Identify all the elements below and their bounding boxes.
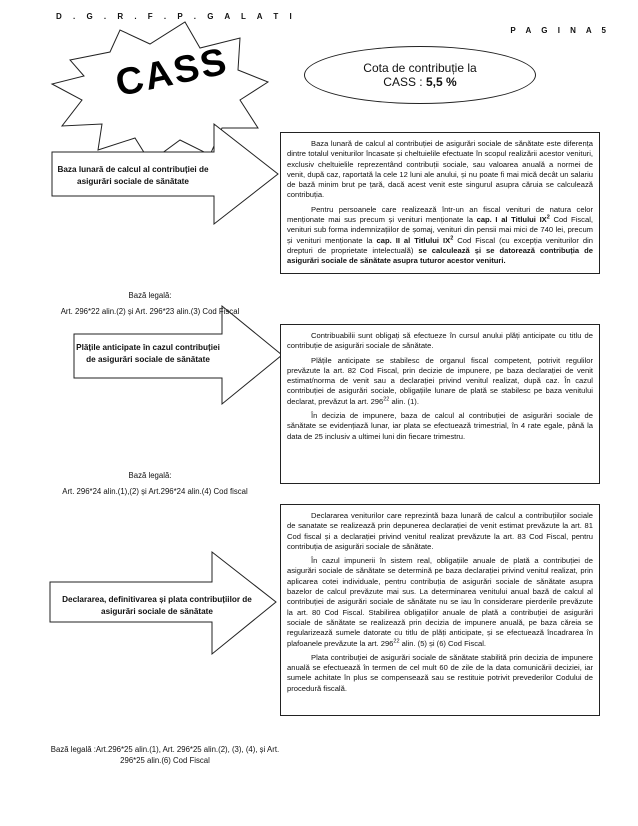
section-2-paragraph-2: Plățile anticipate se stabilesc de organul fiscal competent, potrivit regulilor prevăzute la art. 82 Cod Fiscal, prin decizie de impunere, pe baza declarației de venit estimat/norma de venit sau a declarației privind venitul realizat, după caz. În cazul contribuției de asigurări sociale, obligațiile lunare de plată se stabilesc pe baza venitului declarat, prevăzut la art. $296^{22}$ alin. (1). xyxy=(287,355,593,406)
section-2-arrow-label: Plățile anticipate în cazul contribuției de asigurări sociale de sănătate xyxy=(76,343,220,364)
rate-caption: Cota de contribuție la xyxy=(363,61,477,75)
section-3-paragraph-2: În cazul impunerii în sistem real, obligațiile anuale de plată a contribuției de asigurări sociale de sănătate se determină pe baza declarației privind venitul realizat, prin aplicarea cotei individuale, pentru contribuția de asigurări sociale de sănătate asupra bazelor de calcul prevăzute mai sus. La determinarea venitului anual bază de calcul al contribuției de asigurări sociale de sănătate nu se iau în considerare pierderile prevăzute la art. 80 Cod Fiscal. Stabilirea obligațiilor anuale de plată a contribuției de asigurări sociale de sănătate se realizează prin decizia de impunere anuală, pe baza căreia se regularizează sumele datorate cu titlu de plăți anticipate, și se efectuează încadrarea în plafoanele prevăzute la art. $296^{22}$ alin. (5) și (6) Cod Fiscal. xyxy=(287,556,593,648)
section-2-legal-title: Bază legală: xyxy=(128,471,172,480)
section-3-paragraph-1: Declararea veniturilor care reprezintă baza lunară de calcul a contribuțiilor sociale de sanatate se realizează prin depunerea declarației de venit estimat prevăzute la art. 81 Cod fiscal și a declarației privind venitul realizat prevăzute la art. 83 Cod Fiscal, pentru contribuția de asigurări sociale de sănătate. xyxy=(287,511,593,551)
section-1-legal-title: Bază legală: xyxy=(128,291,172,300)
section-3-legal-text: Bază legală :Art.296*25 alin.(1), Art. 296*25 alin.(2), (3), (4), și Art. 296*25 alin.(6) Cod Fiscal xyxy=(50,745,280,765)
section-3-paragraph-3: Plata contribuției de asigurări sociale de sănătate stabilită prin decizia de impunere anuală se efectuează în termen de cel mult 60 de zile de la data comunicării deciziei, iar sumele achitate în plus se compensează sau se restituie potrivit prevederilor Codului de procedură fiscală. xyxy=(287,652,593,693)
section-3-box xyxy=(280,504,600,716)
cass-title: CASS xyxy=(112,40,232,106)
section-2-legal-text: Art. 296*24 alin.(1),(2) și Art.296*24 alin.(4) Cod fiscal xyxy=(62,487,248,496)
contribution-rate-bubble xyxy=(304,46,536,104)
rate-line: CASS : 5,5 % xyxy=(383,75,457,89)
header-institution: D . G . R . F . P . G A L A T I xyxy=(56,12,297,21)
section-1-arrow-label: Baza lunară de calcul al contribuției de asigurări sociale de sănătate xyxy=(57,165,209,186)
section-2-paragraph-1: Contribuabilii sunt obligați să efectueze în cursul anului plăți anticipate cu titlu de contribuție de asigurări sociale de sănătate. xyxy=(287,331,593,351)
section-1-paragraph-2: Pentru persoanele care realizează într-un an fiscal venituri de natura celor menționate mai sus precum și venituri menționate la cap. I al Titlului $IX^2$ Cod Fiscal, venituri sub forma indemnizațiilor de șomaj, venituri din pensii mai mici de 740 lei, precum și venituri menționate la cap. II al Titlului $IX^2$ Cod Fiscal (cu excepția veniturilor din drepturi de proprietate intelectuală) se calculează și se datorează contribuția de asigurări sociale de sănătate asupra tuturor acestor venituri. xyxy=(287,204,593,266)
header-page-number: P A G I N A 5 xyxy=(510,26,610,35)
rate-value: 5,5 % xyxy=(426,75,457,89)
section-1-paragraph-1: Baza lunară de calcul al contribuției de asigurări sociale de sănătate este diferența dintre totalul veniturilor încasate și cheltuielile efectuate în scopul realizării acestor venituri, exclusiv cheltuielile reprezentând contribuții sociale, sau valoarea anuală a normei de venit, după caz, raportată la cele 12 luni ale anului, și nu poate fi mai mică decât un salariu de bază minim brut pe țară, dacă acest venit este singurul asupra căruia se calculează contribuția. xyxy=(287,139,593,200)
section-3-arrow-label: Declararea, definitivarea și plata contribuțiilor de asigurări sociale de sănătate xyxy=(62,595,252,616)
section-1-box xyxy=(280,132,600,274)
section-2-box xyxy=(280,324,600,484)
section-2-paragraph-3: În decizia de impunere, baza de calcul al contribuției de asigurări sociale de sănătate se evidențiază lunar, iar plata se efectuează trimestrial, în 4 rate egale, până la data de 25 inclusiv a ultimei luni din fiecare trimestru. xyxy=(287,411,593,441)
section-1-legal-text: Art. 296*22 alin.(2) și Art. 296*23 alin.(3) Cod Fiscal xyxy=(60,307,240,316)
